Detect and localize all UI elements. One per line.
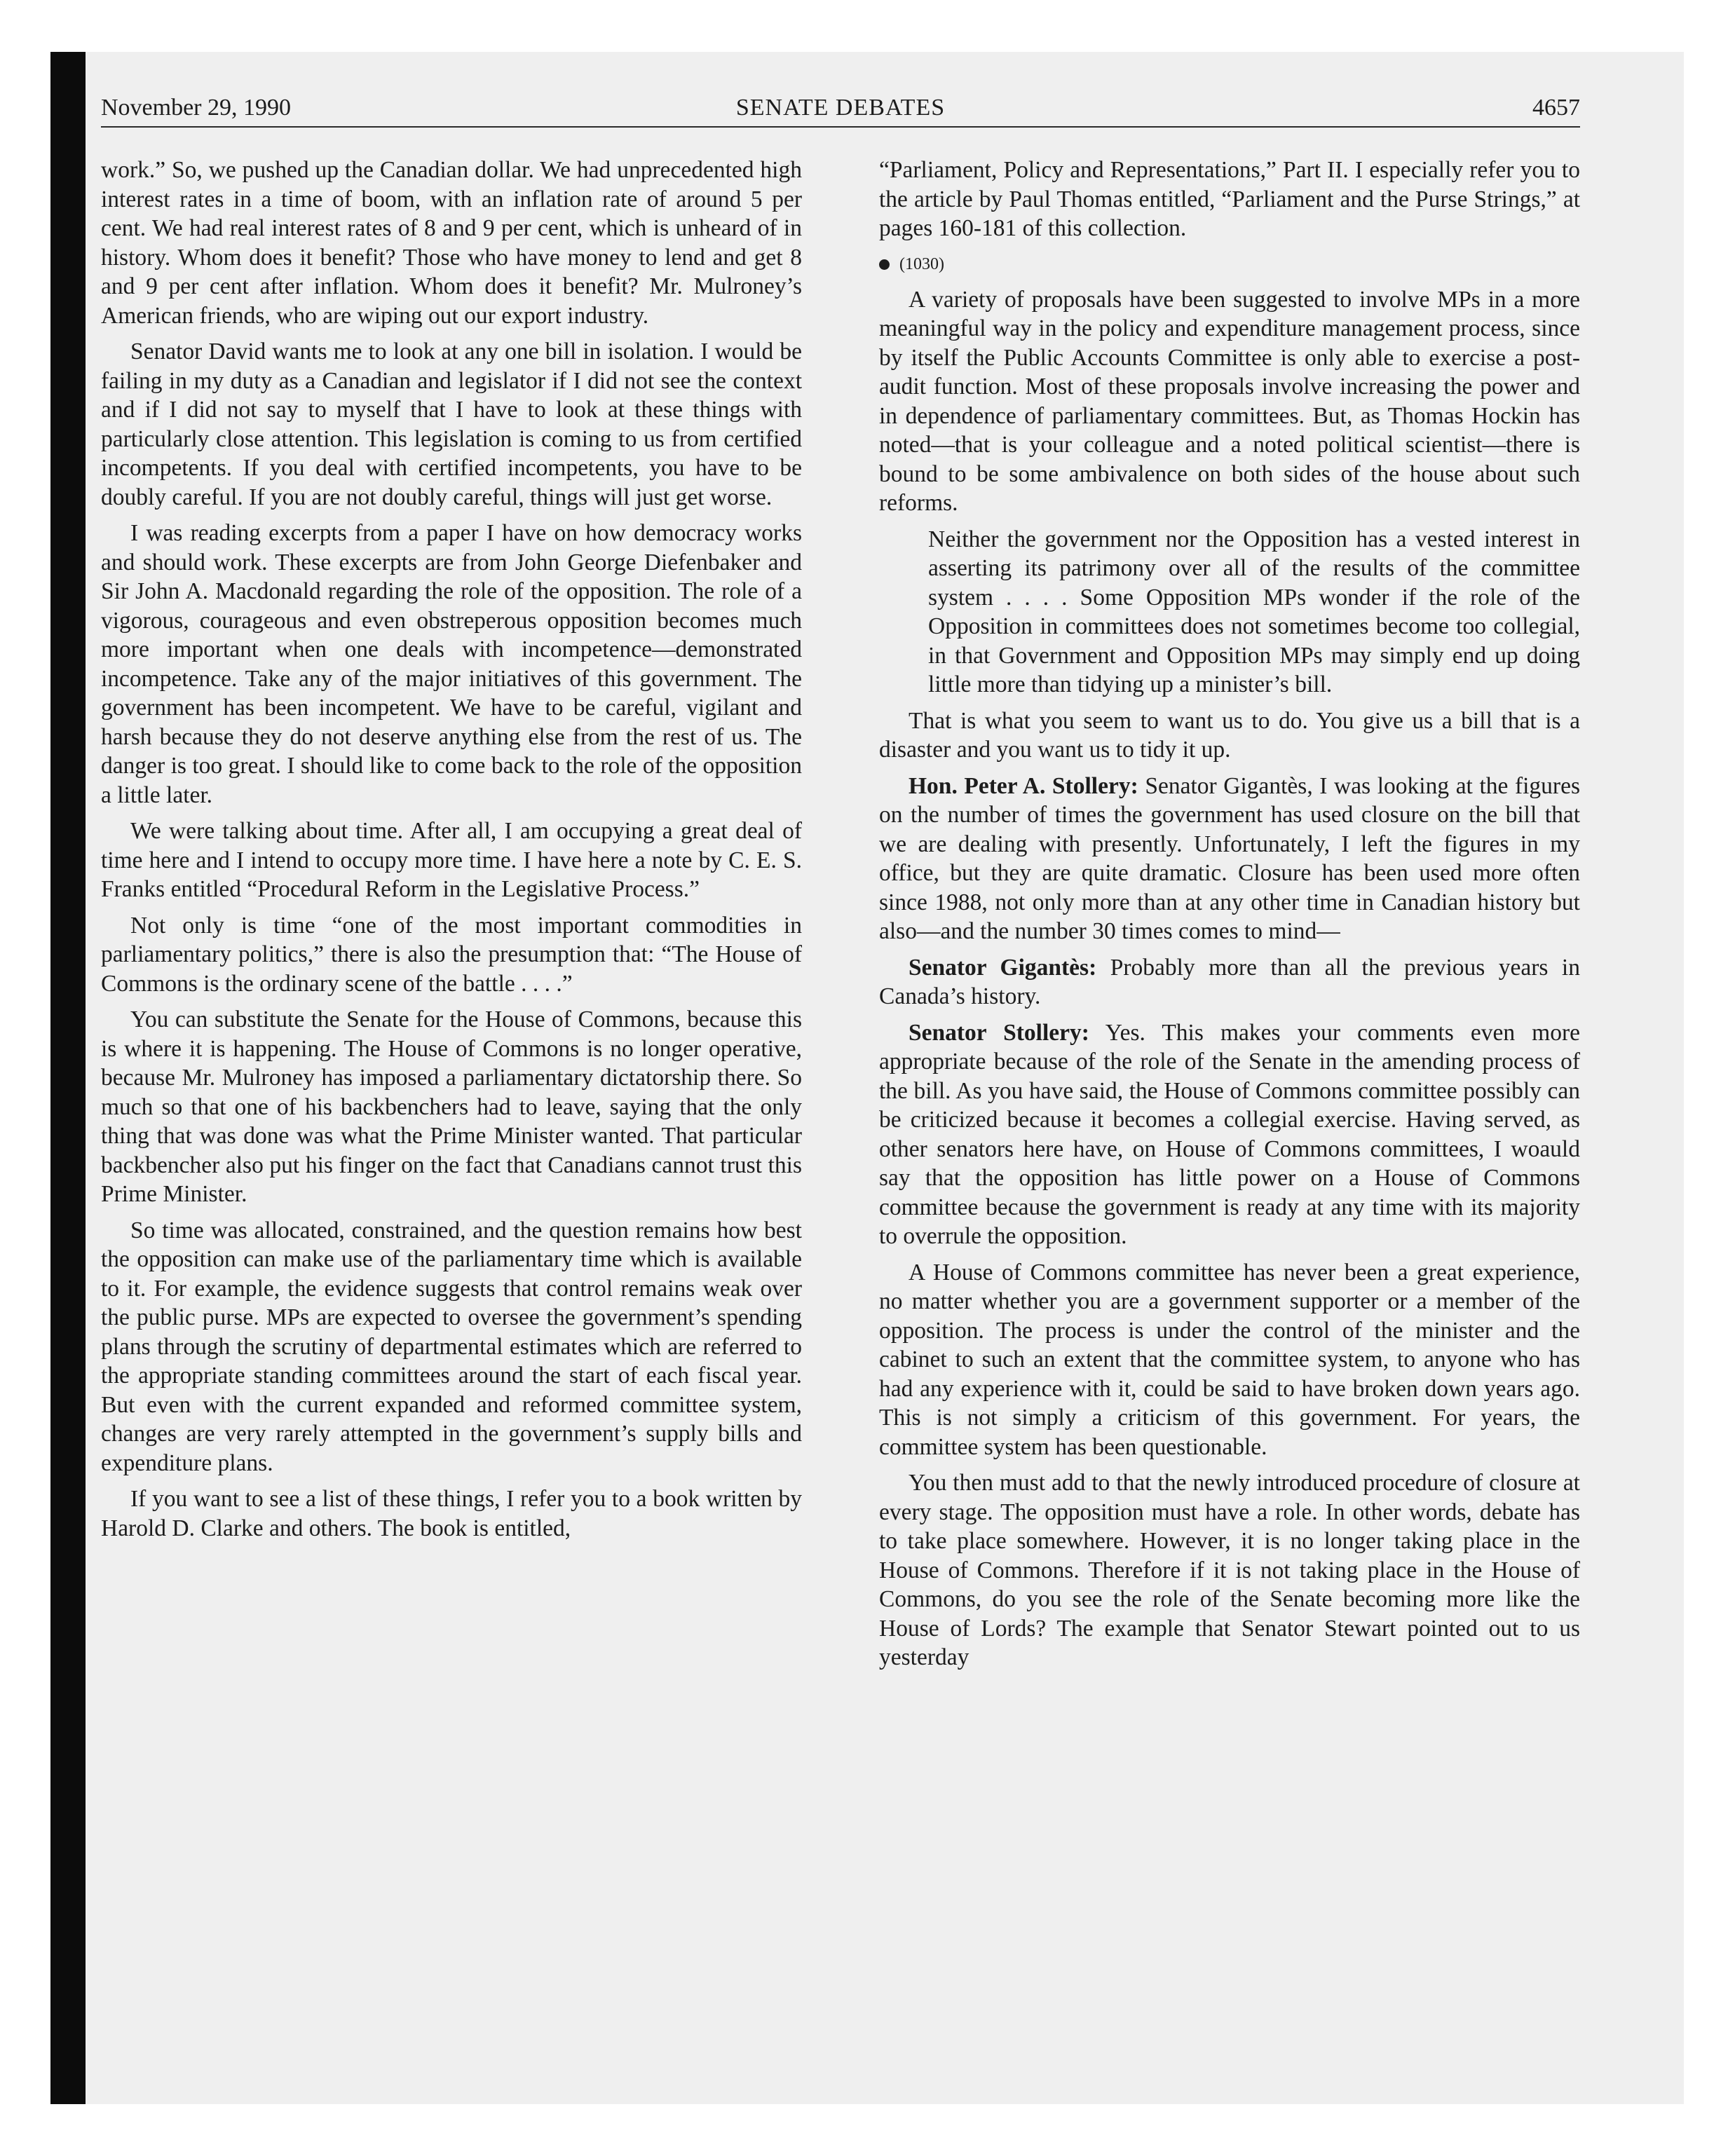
time-marker [879, 250, 1580, 278]
paragraph: A variety of proposals have been suggested to involve MPs in a more meaningful way in the policy and expenditure management process, since by itself the Public Accounts Committee is only able to exercise a post-audit function. Most of these proposals involve increasing the power and in dependence of parliamentary committees. But, as Thomas Hockin has noted—that is your colleague and a noted political scientist—there is bound to be some ambivalence on both sides of the house about such reforms. [879, 286, 1580, 516]
time-marker-text: (1030) [899, 254, 944, 273]
right-column [879, 156, 1580, 1679]
speech-text: Probably more than all the previous years in Canada’s history. [879, 954, 1580, 1009]
header-page-number: 4657 [1532, 95, 1580, 121]
block-quote: Neither the government nor the Opposition has a vested interest in asserting its patrimony over all of the results of the committee system . . . . Some Opposition MPs wonder if the role of the Opposition in committees does not sometimes become too collegial, in that Government and Opposition MPs may simply end up doing little more than tidying up a minister’s bill. [928, 526, 1580, 697]
speaker-name: Senator Gigantès: [909, 954, 1097, 981]
speech-text: Yes. This makes your comments even more appropriate because of the role of the Senate in the amending process of the bill. As you have said, the House of Commons committee possibly can be criticized because it becomes a collegial exercise. Having served, as other senators here have, on House of Commons committees, I woauld say that the opposition has little power on a House of Commons committee because the government is ready at any time with its majority to overrule the opposition. [879, 1019, 1580, 1249]
paragraph: We were talking about time. After all, I am occupying a great deal of time here and I intend to occupy more time. I have here a note by C. E. S. Franks entitled “Procedural Reform in the Legislative Process.” [101, 818, 802, 902]
document-page [101, 91, 1580, 1670]
paragraph: I was reading excerpts from a paper I have on how democracy works and should work. These excerpts are from John George Diefenbaker and Sir John A. Macdonald regarding the role of the opposition. The role of a vigorous, courageous and even obstreperous opposition becomes much more important when one deals with incompetence—demonstrated incompetence. Take any of the major initiatives of this government. The government has been incompetent. We have to be careful, vigilant and harsh because they do not deserve anything else from the rest of us. The danger is too great. I should like to come back to the role of the opposition a little later. [101, 520, 802, 808]
paragraph: You can substitute the Senate for the House of Commons, because this is where it is happening. The House of Commons is no longer operative, because Mr. Mulroney has imposed a parliamentary dictatorship there. So much so that one of his backbenchers had to leave, saying that the only thing that was done was what the Prime Minister wanted. That particular backbencher also put his finger on the fact that Canadians cannot trust this Prime Minister. [101, 1007, 802, 1207]
paragraph: “Parliament, Policy and Representations,” Part II. I especially refer you to the article by Paul Thomas entitled, “Parliament and the Purse Strings,” at pages 160-181 of this collection. [879, 157, 1580, 241]
paragraph: work.” So, we pushed up the Canadian dollar. We had unprecedented high interest rates in a time of boom, with an inflation rate of around 5 per cent. We had real interest rates of 8 and 9 per cent, which is unheard of in history. Whom does it benefit? Those who have money to lend and get 8 and 9 per cent after inflation. Whom does it benefit? Mr. Mulroney’s American friends, who are wiping out our export industry. [101, 157, 802, 329]
paragraph: That is what you seem to want us to do. You give us a bill that is a disaster and you want us to tidy it up. [879, 707, 1580, 763]
running-header [101, 91, 1580, 128]
speech-paragraph [879, 1018, 1580, 1251]
speech-paragraph [879, 953, 1580, 1011]
paragraph: A House of Commons committee has never been a great experience, no matter whether you are a government supporter or a member of the opposition. The process is under the control of the minister and the cabinet to such an extent that the committee system, to anyone who has had any experience with it, could be said to have broken down years ago. This is not simply a criticism of this government. For years, the committee system has been questionable. [879, 1259, 1580, 1460]
speaker-name: Senator Stollery: [909, 1019, 1089, 1046]
paragraph: You then must add to that the newly introduced procedure of closure at every stage. The opposition must have a role. In other words, debate has to take place somewhere. However, it is no longer taking place in the House of Commons. Therefore if it is not taking place in the House of Commons, do you see the role of the Senate becoming more like the House of Lords? The example that Senator Stewart pointed out to us yesterday [879, 1470, 1580, 1670]
paragraph: So time was allocated, constrained, and the question remains how best the opposition can make use of the parliamentary time which is available to it. For example, the evidence suggests that control remains weak over the public purse. MPs are expected to oversee the government’s spending plans through the scrutiny of departmental estimates which are referred to the appropriate standing committees around the start of each fiscal year. But even with the current expanded and reformed committee system, changes are very rarely attempted in the government’s supply bills and expenditure plans. [101, 1217, 802, 1476]
bullet-icon [879, 259, 890, 270]
paragraph: Senator David wants me to look at any one bill in isolation. I would be failing in my duty as a Canadian and legislator if I did not see the context and if I did not say to myself that I have to look at these things with particularly close attention. This legislation is coming to us from certified incompetents. If you deal with certified incompetents, you have to be doubly careful. If you are not doubly careful, things will just get worse. [101, 339, 802, 510]
speech-paragraph [879, 772, 1580, 946]
paragraph: Not only is time “one of the most important commodities in parliamentary politics,” there is also the presumption that: “The House of Commons is the ordinary scene of the battle . . . .” [101, 912, 802, 997]
speech-text: Senator Gigantès, I was looking at the figures on the number of times the government has used closure on the bill that we are dealing with presently. Unfortunately, I left the figures in my office, but they are quite dramatic. Closure has been used more often since 1988, not only more than at any other time in Canadian history but also—and the number 30 times comes to mind— [879, 772, 1580, 944]
header-title: SENATE DEBATES [735, 95, 946, 121]
paragraph: If you want to see a list of these things, I refer you to a book written by Harold D. Clarke and others. The book is entitled, [101, 1486, 802, 1541]
left-column [101, 156, 802, 1550]
binding-edge [50, 52, 86, 2104]
header-date: November 29, 1990 [101, 95, 292, 121]
speaker-name: Hon. Peter A. Stollery: [909, 772, 1138, 799]
